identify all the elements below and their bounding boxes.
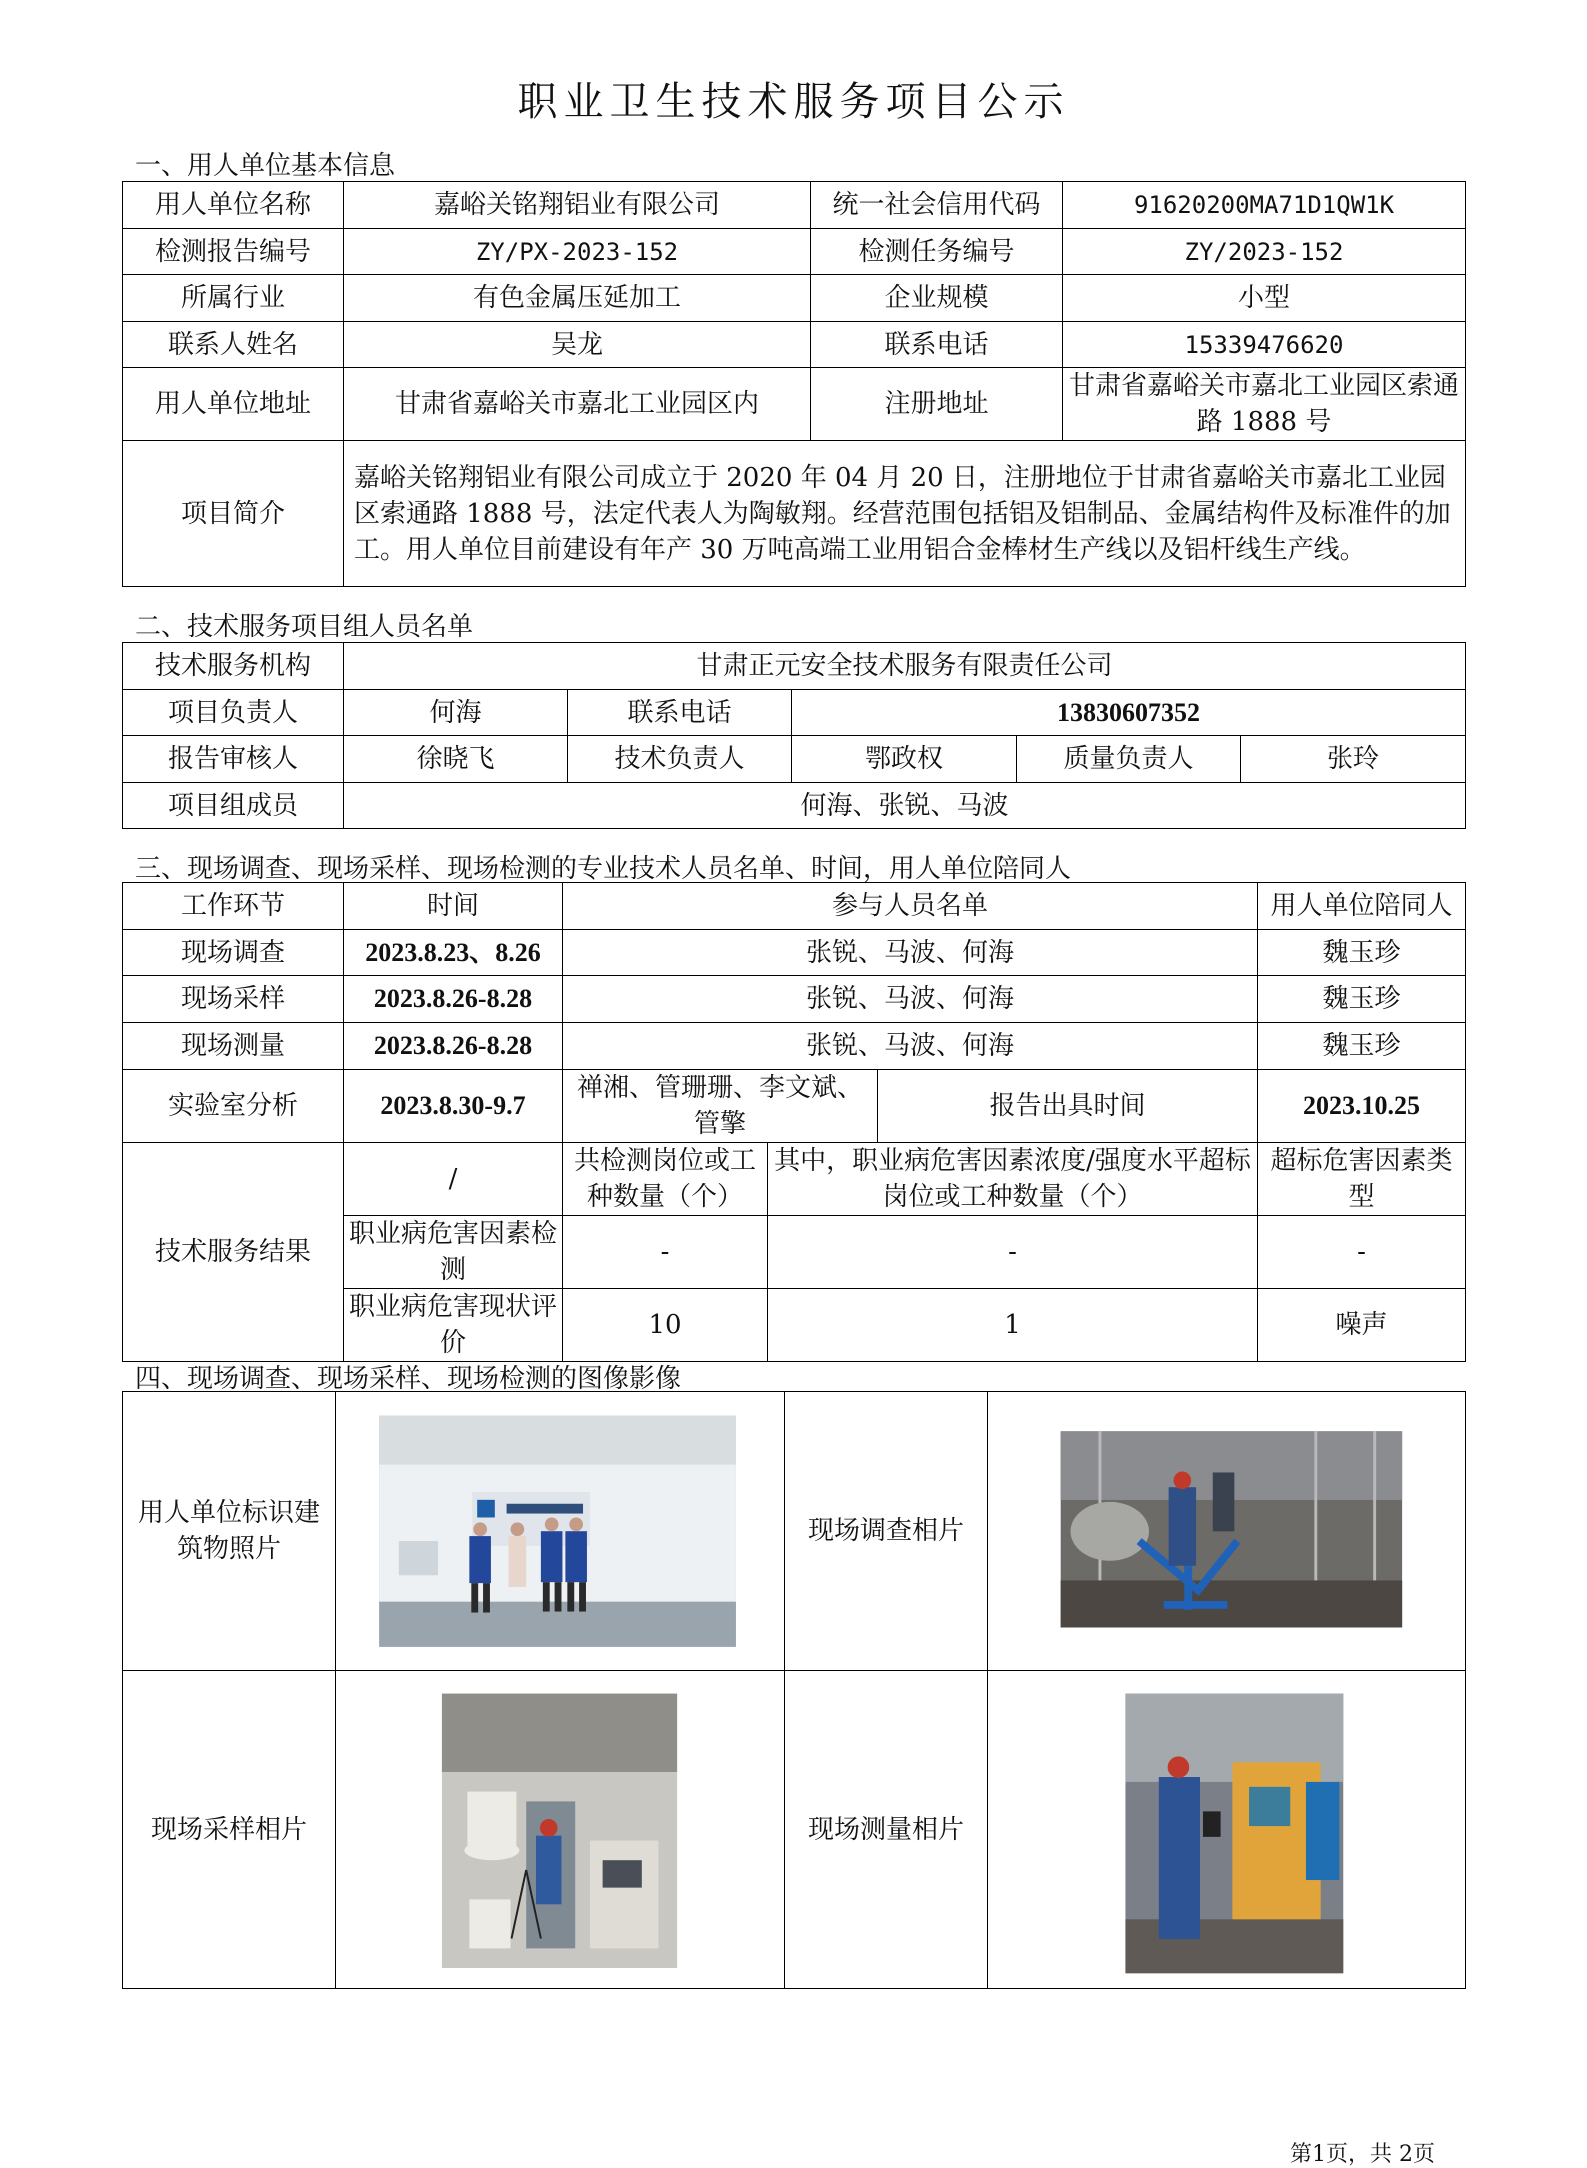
site-measurement-photo xyxy=(992,1674,1461,1986)
contact-phone: 15339476620 xyxy=(1063,322,1466,368)
task-no: ZY/2023-152 xyxy=(1063,229,1466,275)
service-org: 甘肃正元安全技术服务有限责任公司 xyxy=(344,643,1466,690)
report-no-label: 检测报告编号 xyxy=(123,229,344,275)
team-phone: 13830607352 xyxy=(792,690,1466,736)
result-name: 职业病危害现状评价 xyxy=(344,1289,563,1362)
photo-4-label: 现场测量相片 xyxy=(785,1671,988,1989)
stage-cell: 现场采样 xyxy=(123,976,344,1023)
result-header-slash: / xyxy=(344,1143,563,1216)
reviewer: 徐晓飞 xyxy=(344,736,568,783)
team-members: 何海、张锐、马波 xyxy=(344,783,1466,829)
quality-lead-label: 质量负责人 xyxy=(1017,736,1241,783)
section-1-heading: 一、用人单位基本信息 xyxy=(135,151,396,181)
reg-address: 甘肃省嘉峪关市嘉北工业园区索通路 1888 号 xyxy=(1063,368,1466,441)
scale-label: 企业规模 xyxy=(811,275,1063,322)
page-footer: 第1页，共 2页 xyxy=(1290,2142,1435,2167)
field-work-table xyxy=(122,882,1466,1362)
photo-2-cell xyxy=(988,1392,1466,1671)
time-cell: 2023.8.26-8.28 xyxy=(344,1023,563,1070)
stage-cell: 现场测量 xyxy=(123,1023,344,1070)
photo-3-label: 现场采样相片 xyxy=(123,1671,336,1989)
industry: 有色金属压延加工 xyxy=(344,275,811,322)
reg-address-label: 注册地址 xyxy=(811,368,1063,441)
org-label: 技术服务机构 xyxy=(123,643,344,690)
table-row xyxy=(123,976,1466,1023)
tech-lead: 鄂政权 xyxy=(792,736,1017,783)
section-4-heading: 四、现场调查、现场采样、现场检测的图像影像 xyxy=(135,1364,682,1394)
industry-label: 所属行业 xyxy=(123,275,344,322)
contact-name: 吴龙 xyxy=(344,322,811,368)
people-cell: 张锐、马波、何海 xyxy=(563,930,1258,976)
team-table xyxy=(122,642,1466,829)
tech-lead-label: 技术负责人 xyxy=(568,736,792,783)
people-header: 参与人员名单 xyxy=(563,883,1258,930)
report-time: 2023.10.25 xyxy=(1258,1070,1466,1143)
stage-header: 工作环节 xyxy=(123,883,344,930)
site-survey-photo xyxy=(992,1394,1461,1668)
photo-3-cell xyxy=(336,1671,785,1989)
report-no: ZY/PX-2023-152 xyxy=(344,229,811,275)
result-header-over: 其中，职业病危害因素浓度/强度水平超标岗位或工种数量（个） xyxy=(768,1143,1258,1216)
table-row xyxy=(123,1023,1466,1070)
photo-4-cell xyxy=(988,1671,1466,1989)
time-header: 时间 xyxy=(344,883,563,930)
scale: 小型 xyxy=(1063,275,1466,322)
escort-cell: 魏玉珍 xyxy=(1258,930,1466,976)
credit-label: 统一社会信用代码 xyxy=(811,182,1063,229)
leader-label: 项目负责人 xyxy=(123,690,344,736)
photo-2-label: 现场调查相片 xyxy=(785,1392,988,1671)
lab-time: 2023.8.30-9.7 xyxy=(344,1070,563,1143)
result-header-type: 超标危害因素类型 xyxy=(1258,1143,1466,1216)
result-header-count: 共检测岗位或工种数量（个） xyxy=(563,1143,768,1216)
result-over: 1 xyxy=(768,1289,1258,1362)
table-row xyxy=(123,930,1466,976)
building-sign-photo xyxy=(340,1394,780,1667)
photo-1-cell xyxy=(336,1392,785,1671)
result-label: 技术服务结果 xyxy=(123,1143,344,1362)
project-intro: 嘉峪关铭翔铝业有限公司成立于 2020 年 04 月 20 日，注册地位于甘肃省嘉峪关市嘉北工业园区索通路 1888 号，法定代表人为陶敏翔。经营范围包括铝及铝制品、金属结构件及标准件的加工。用人单位目前建设有年产 30 万吨高端工业用铝合金棒材生产线以及铝杆线生产线。 xyxy=(344,441,1466,587)
team-phone-label: 联系电话 xyxy=(568,690,792,736)
project-leader: 何海 xyxy=(344,690,568,736)
photo-table xyxy=(122,1391,1466,1989)
site-sampling-photo xyxy=(340,1674,780,1986)
intro-label: 项目简介 xyxy=(123,441,344,587)
time-cell: 2023.8.23、8.26 xyxy=(344,930,563,976)
quality-lead: 张玲 xyxy=(1241,736,1466,783)
escort-cell: 魏玉珍 xyxy=(1258,1023,1466,1070)
lab-stage: 实验室分析 xyxy=(123,1070,344,1143)
credit-code: 91620200MA71D1QW1K xyxy=(1063,182,1466,229)
result-over: - xyxy=(768,1216,1258,1289)
lab-people: 禅湘、管珊珊、李文斌、管擎 xyxy=(563,1070,878,1143)
contact-label: 联系人姓名 xyxy=(123,322,344,368)
stage-cell: 现场调查 xyxy=(123,930,344,976)
photo-1-label: 用人单位标识建筑物照片 xyxy=(123,1392,336,1671)
task-no-label: 检测任务编号 xyxy=(811,229,1063,275)
escort-cell: 魏玉珍 xyxy=(1258,976,1466,1023)
people-cell: 张锐、马波、何海 xyxy=(563,1023,1258,1070)
result-count: 10 xyxy=(563,1289,768,1362)
address-label: 用人单位地址 xyxy=(123,368,344,441)
address: 甘肃省嘉峪关市嘉北工业园区内 xyxy=(344,368,811,441)
section-3-heading: 三、现场调查、现场采样、现场检测的专业技术人员名单、时间，用人单位陪同人 xyxy=(135,854,1072,884)
company-name: 嘉峪关铭翔铝业有限公司 xyxy=(344,182,811,229)
result-name: 职业病危害因素检测 xyxy=(344,1216,563,1289)
reviewer-label: 报告审核人 xyxy=(123,736,344,783)
result-type: - xyxy=(1258,1216,1466,1289)
report-time-label: 报告出具时间 xyxy=(878,1070,1258,1143)
section-2-heading: 二、技术服务项目组人员名单 xyxy=(135,612,474,642)
people-cell: 张锐、马波、何海 xyxy=(563,976,1258,1023)
name-label: 用人单位名称 xyxy=(123,182,344,229)
result-type: 噪声 xyxy=(1258,1289,1466,1362)
result-count: - xyxy=(563,1216,768,1289)
escort-header: 用人单位陪同人 xyxy=(1258,883,1466,930)
time-cell: 2023.8.26-8.28 xyxy=(344,976,563,1023)
phone-label: 联系电话 xyxy=(811,322,1063,368)
page-title: 职业卫生技术服务项目公示 xyxy=(517,79,1070,125)
members-label: 项目组成员 xyxy=(123,783,344,829)
basic-info-table xyxy=(122,181,1466,587)
